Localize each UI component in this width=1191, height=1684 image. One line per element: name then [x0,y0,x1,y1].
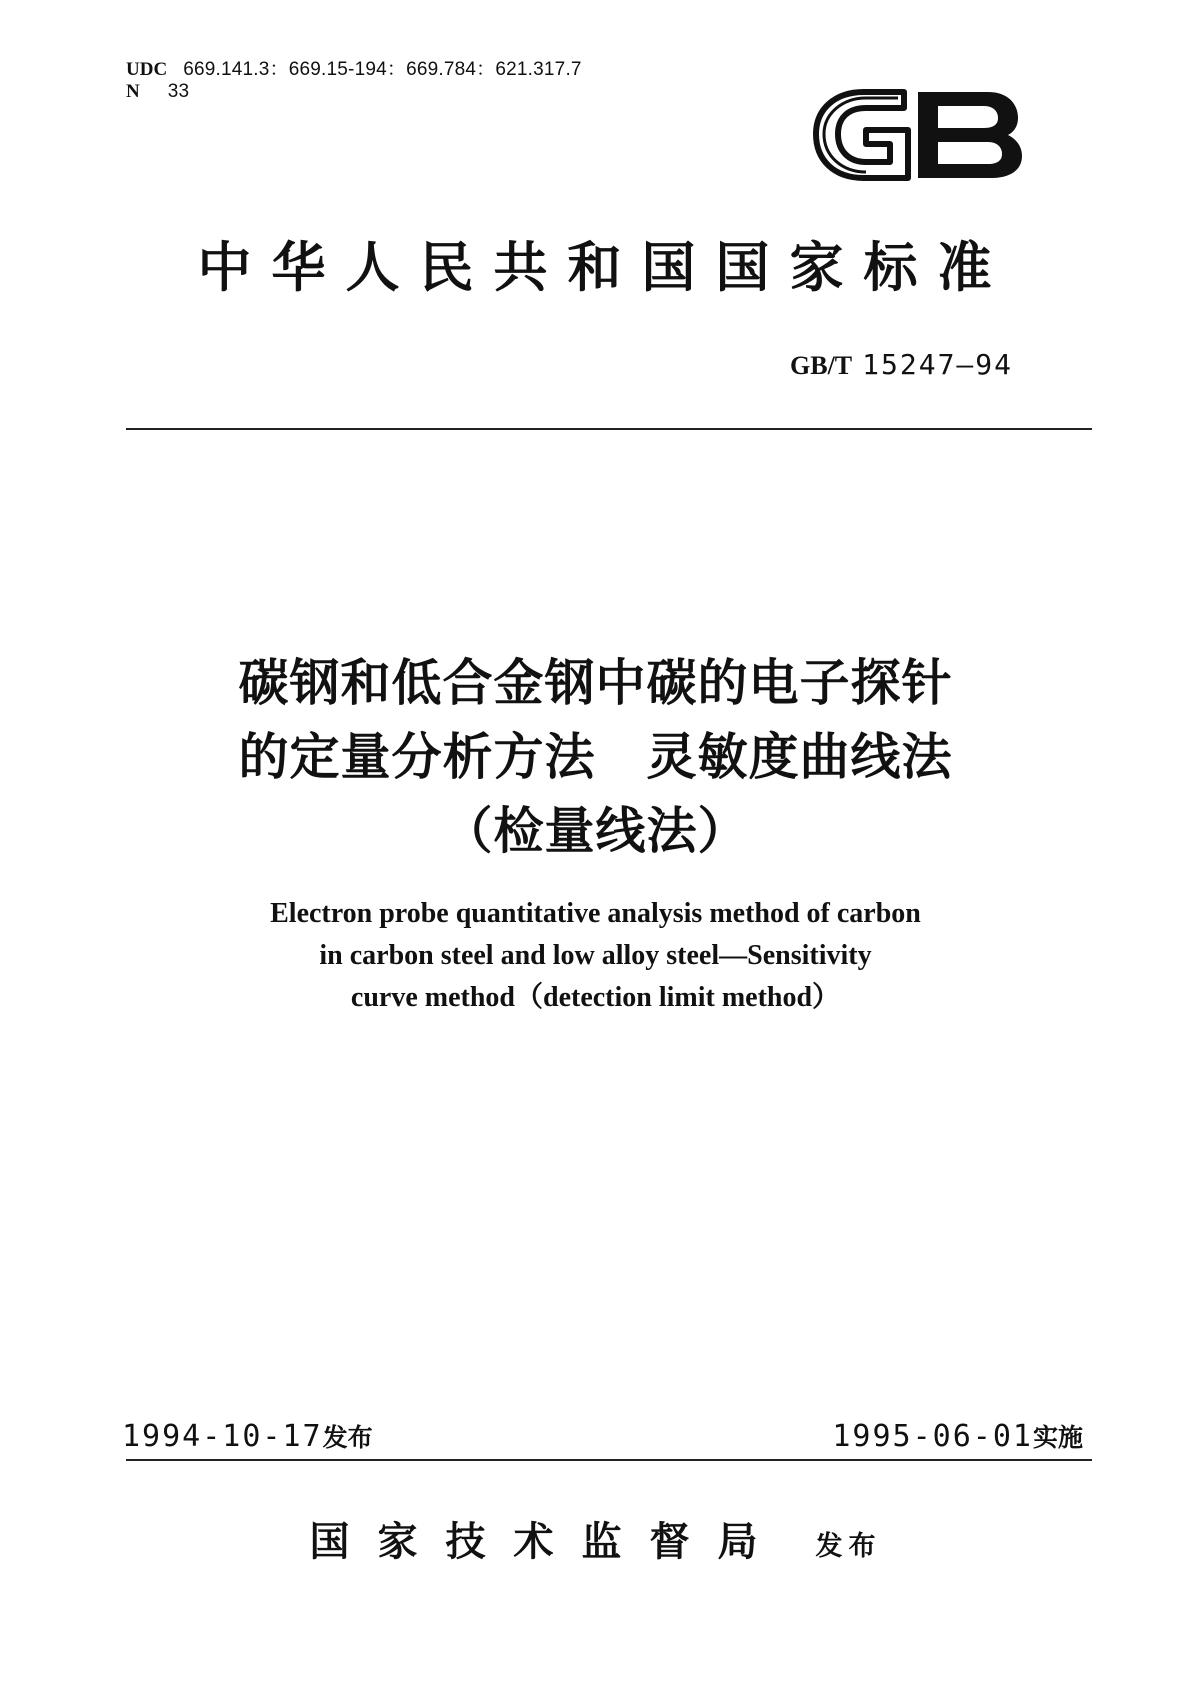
chinese-title-line-2: 的定量分析方法 灵敏度曲线法 [238,728,953,786]
standard-number [790,348,1013,383]
organization-title: 中华人民共和国国家标准 [197,235,1012,299]
udc-value: 669.141.3：669.15-194：669.784：621.317.7 [183,59,582,80]
chinese-title-line-3: （检量线法） [442,802,749,860]
publisher-name: 国家技术监督局 [309,1518,786,1565]
implementation-date [832,1418,1083,1457]
chinese-title-line-1: 碳钢和低合金钢中碳的电子探针 [238,654,953,712]
issue-date-value: 1994-10-17 [122,1419,323,1454]
footer-divider [126,1459,1092,1461]
issue-date [122,1418,373,1457]
issue-date-label: 发布 [322,1423,373,1452]
n-value: 33 [167,81,190,102]
udc-label: UDC [126,59,168,80]
publisher-action: 发布 [815,1531,882,1562]
implementation-date-value: 1995-06-01 [832,1419,1033,1454]
implementation-date-label: 实施 [1032,1423,1083,1452]
gb-standard-logo [808,78,1028,190]
udc-code-row [126,58,582,81]
header-divider [126,428,1092,430]
standard-code: 15247—94 [862,348,1013,381]
standard-prefix: GB/T [790,351,853,380]
english-title-line-2: in carbon steel and low alloy steel—Sensitivity [319,940,872,971]
english-title-line-3: curve method（detection limit method） [350,982,841,1013]
publisher-row [0,1516,1191,1576]
n-label: N [126,81,140,102]
english-title-line-1: Electron probe quantitative analysis method of carbon [270,898,921,929]
n-code-row [126,80,189,103]
